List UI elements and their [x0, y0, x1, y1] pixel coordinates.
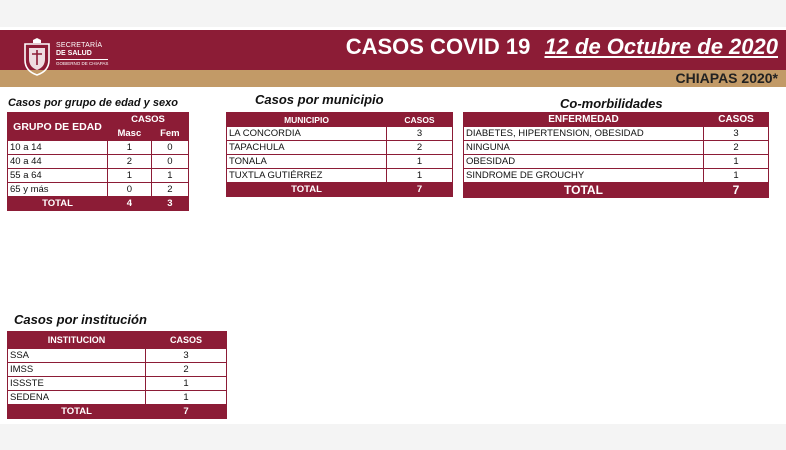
total-row [227, 183, 453, 197]
table-row [227, 141, 453, 155]
secretaria-salud-logo [22, 38, 122, 78]
total-label: TOTAL [464, 183, 704, 198]
institution-cases: 1 [146, 377, 227, 391]
logo-line2: DE SALUD [56, 50, 92, 57]
total-cases: 7 [387, 183, 453, 197]
masc-count: 1 [108, 141, 152, 155]
logo-text [56, 42, 108, 67]
municipio-table [226, 112, 453, 197]
masc-count: 0 [108, 183, 152, 197]
total-cases: 7 [146, 405, 227, 419]
institution-cases: 3 [146, 349, 227, 363]
page-title [346, 34, 778, 60]
municipio-name: TAPACHULA [227, 141, 387, 155]
disease-name: NINGUNA [464, 141, 704, 155]
municipio-heading: Casos por municipio [255, 92, 384, 107]
total-label: TOTAL [8, 405, 146, 419]
header-banner [0, 30, 786, 87]
masc-count: 1 [108, 169, 152, 183]
col-cases-header: CASOS [704, 113, 769, 127]
table-row [464, 169, 769, 183]
table-row [227, 169, 453, 183]
table-row [464, 141, 769, 155]
table-row [8, 377, 227, 391]
table-row [8, 391, 227, 405]
comorbidity-heading: Co-morbilidades [560, 96, 663, 111]
age-group: 10 a 14 [8, 141, 108, 155]
table-row [8, 349, 227, 363]
institution-name: IMSS [8, 363, 146, 377]
total-masc: 4 [108, 197, 152, 211]
institution-heading: Casos por institución [14, 312, 147, 327]
total-row [464, 183, 769, 198]
table-row [8, 141, 189, 155]
table-row [227, 155, 453, 169]
fem-count: 1 [151, 169, 188, 183]
fem-count: 0 [151, 155, 188, 169]
col-enfermedad-header: ENFERMEDAD [464, 113, 704, 127]
age-sex-heading: Casos por grupo de edad y sexo [8, 97, 178, 109]
municipio-cases: 1 [387, 169, 453, 183]
table-row [464, 155, 769, 169]
institution-name: SSA [8, 349, 146, 363]
age-group: 40 a 44 [8, 155, 108, 169]
age-sex-table [7, 112, 189, 211]
masc-count: 2 [108, 155, 152, 169]
age-group: 55 a 64 [8, 169, 108, 183]
table-row [8, 183, 189, 197]
institution-name: ISSSTE [8, 377, 146, 391]
col-cases-header: CASOS [146, 332, 227, 349]
table-row [8, 169, 189, 183]
col-cases-header: CASOS [387, 113, 453, 127]
institution-table [7, 331, 227, 419]
municipio-name: LA CONCORDIA [227, 127, 387, 141]
state-label: CHIAPAS 2020* [675, 70, 778, 86]
col-masc-header: Masc [108, 127, 152, 141]
total-row [8, 405, 227, 419]
total-row [8, 197, 189, 211]
comorbidity-table [463, 112, 769, 198]
disease-name: DIABETES, HIPERTENSION, OBESIDAD [464, 127, 704, 141]
total-cases: 7 [704, 183, 769, 198]
coat-of-arms-icon [22, 38, 52, 76]
age-group: 65 y más [8, 183, 108, 197]
institution-cases: 2 [146, 363, 227, 377]
total-fem: 3 [151, 197, 188, 211]
report-date: 12 de Octubre de 2020 [544, 34, 778, 59]
municipio-cases: 3 [387, 127, 453, 141]
table-row [8, 155, 189, 169]
disease-name: SINDROME DE GROUCHY [464, 169, 704, 183]
municipio-cases: 2 [387, 141, 453, 155]
logo-line1: SECRETARÍA [56, 42, 103, 49]
disease-cases: 2 [704, 141, 769, 155]
total-label: TOTAL [227, 183, 387, 197]
table-row [464, 127, 769, 141]
total-label: TOTAL [8, 197, 108, 211]
municipio-name: TONALA [227, 155, 387, 169]
col-cases-header: CASOS [108, 113, 189, 127]
disease-cases: 1 [704, 155, 769, 169]
institution-cases: 1 [146, 391, 227, 405]
col-municipio-header: MUNICIPIO [227, 113, 387, 127]
logo-line3: GOBIERNO DE CHIAPAS [56, 61, 109, 66]
disease-cases: 1 [704, 169, 769, 183]
institution-name: SEDENA [8, 391, 146, 405]
table-row [8, 363, 227, 377]
title-text: CASOS COVID 19 [345, 34, 531, 59]
fem-count: 0 [151, 141, 188, 155]
col-group-header: GRUPO DE EDAD [8, 113, 108, 141]
disease-name: OBESIDAD [464, 155, 704, 169]
col-institucion-header: INSTITUCION [8, 332, 146, 349]
col-fem-header: Fem [151, 127, 188, 141]
table-row [227, 127, 453, 141]
disease-cases: 3 [704, 127, 769, 141]
municipio-name: TUXTLA GUTIÉRREZ [227, 169, 387, 183]
municipio-cases: 1 [387, 155, 453, 169]
fem-count: 2 [151, 183, 188, 197]
